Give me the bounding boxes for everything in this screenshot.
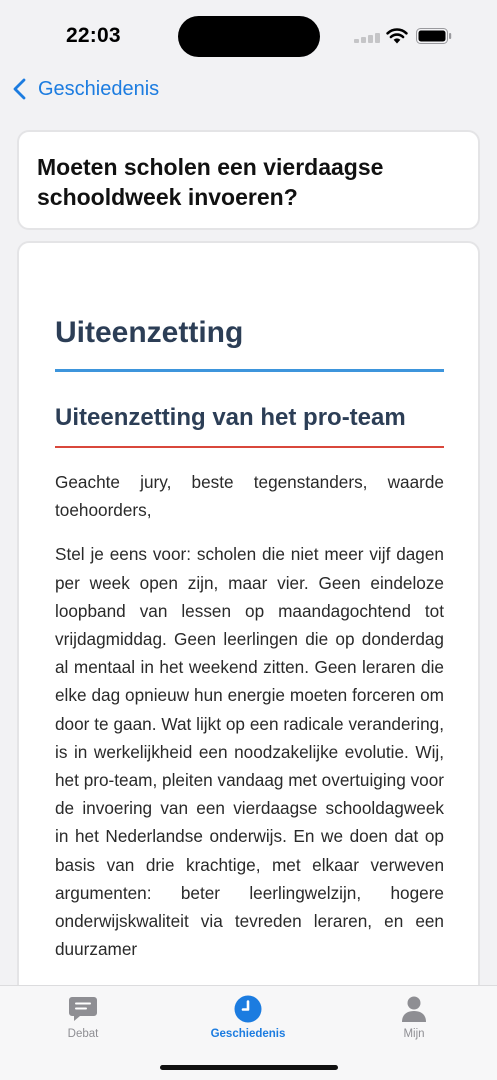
content-card[interactable] <box>17 241 480 1041</box>
debate-title-card <box>17 130 480 230</box>
section-heading: Uiteenzetting <box>55 316 244 349</box>
tab-debat[interactable] <box>23 994 143 1040</box>
subheading-divider <box>55 446 444 448</box>
tab-label: Debat <box>67 1028 99 1040</box>
content-body <box>55 313 444 963</box>
tab-geschiedenis[interactable] <box>188 994 308 1040</box>
tab-label: Geschiedenis <box>210 1028 286 1040</box>
person-icon <box>399 994 429 1024</box>
back-button[interactable] <box>12 76 159 102</box>
cellular-signal-icon <box>354 31 384 43</box>
section-subheading: Uiteenzetting van het pro-team <box>55 404 406 431</box>
tab-mijn[interactable] <box>354 994 474 1040</box>
wifi-icon <box>386 27 408 44</box>
paragraph: Stel je eens voor: scholen die niet meer vijf dagen per week open zijn, maar vier. Geen eindeloze loopband van lessen op maandagochtend tot vrijdagmiddag. Geen leerlingen die op donderdag al mentaal in het weekend zitten. Geen leraren die elke dag opnieuw hun energie moeten forceren om door te gaan. Wat lijkt op een radicale verandering, is in werkelijkheid een noodzakelijke evolutie. Wij, het pro-team, pleiten vandaag met overtuiging voor de invoering van een vierdaagse schooldagweek in het Nederlandse onderwijs. En we doen dat op basis van drie krachtige, met elkaar verweven argumenten: beter leerlingwelzijn, hogere onderwijskwaliteit via tevreden leraren, en een duurzamer <box>55 544 444 960</box>
status-time: 22:03 <box>66 24 121 47</box>
tab-label: Mijn <box>403 1028 425 1040</box>
debate-title: Moeten scholen een vierdaagse schooldweek invoeren? <box>37 154 384 210</box>
back-button-label: Geschiedenis <box>38 77 160 100</box>
clock-icon <box>233 994 263 1024</box>
battery-icon <box>416 28 452 44</box>
heading-divider <box>55 369 444 372</box>
chat-bubble-icon <box>68 994 98 1024</box>
paragraph: Geachte jury, beste tegenstanders, waarde toehoorders, <box>55 472 444 521</box>
status-bar <box>0 0 497 72</box>
chevron-left-icon <box>12 78 28 100</box>
home-indicator <box>160 1065 338 1070</box>
dynamic-island <box>178 16 320 57</box>
